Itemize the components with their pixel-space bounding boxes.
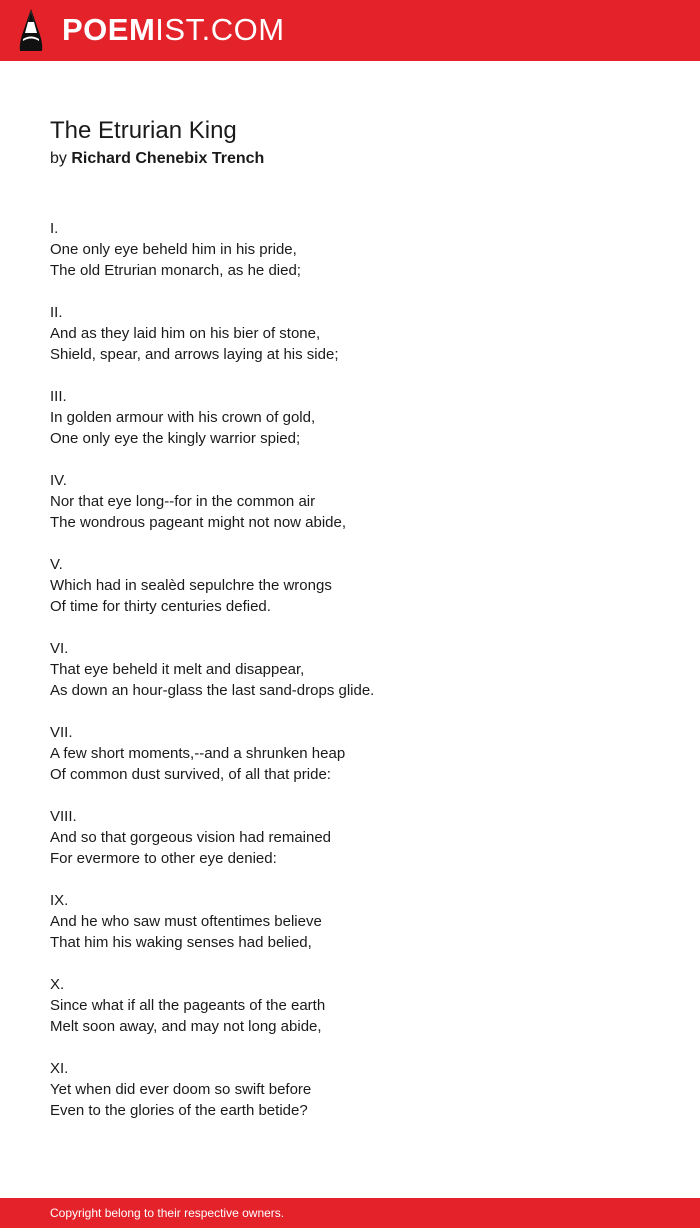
poem-line: A few short moments,--and a shrunken heap [50, 745, 346, 762]
stanza [50, 554, 670, 617]
stanza-numeral: X. [50, 976, 65, 993]
copyright-text: Copyright belong to their respective owners. [50, 1206, 285, 1220]
poem-line: For evermore to other eye denied: [50, 850, 277, 867]
stanza-numeral: I. [50, 220, 59, 237]
stanza [50, 890, 670, 953]
poem-title: The Etrurian King [50, 117, 237, 144]
poem-line: As down an hour-glass the last sand-drops glide. [50, 682, 375, 699]
author-name: Richard Chenebix Trench [71, 150, 265, 167]
stanza [50, 722, 670, 785]
brand-light-text: IST.COM [155, 12, 285, 47]
poem-line: One only eye the kingly warrior spied; [50, 430, 301, 447]
poem-line: In golden armour with his crown of gold, [50, 409, 316, 426]
stanza [50, 1058, 670, 1121]
poem-line: That eye beheld it melt and disappear, [50, 661, 305, 678]
poem-line: Yet when did ever doom so swift before [50, 1081, 312, 1098]
stanza-numeral: III. [50, 388, 67, 405]
brand-bold-text: POEM [62, 12, 156, 47]
stanza-numeral: VII. [50, 724, 73, 741]
site-logo-link[interactable] [18, 8, 285, 52]
site-footer [0, 1198, 700, 1228]
site-header [0, 0, 700, 61]
poem-line: And so that gorgeous vision had remained [50, 829, 332, 846]
stanza [50, 302, 670, 365]
poem-body [50, 218, 670, 1142]
poem-line: Shield, spear, and arrows laying at his side; [50, 346, 339, 363]
stanza [50, 806, 670, 869]
poem-line: The old Etrurian monarch, as he died; [50, 262, 301, 279]
poem-line: Since what if all the pageants of the earth [50, 997, 326, 1014]
stanza-numeral: VI. [50, 640, 69, 657]
stanza-numeral: II. [50, 304, 63, 321]
poem-line: And as they laid him on his bier of stone, [50, 325, 321, 342]
stanza-numeral: XI. [50, 1060, 69, 1077]
poem-line: And he who saw must oftentimes believe [50, 913, 322, 930]
poem-line: Of time for thirty centuries defied. [50, 598, 271, 615]
stanza-numeral: IX. [50, 892, 69, 909]
stanza [50, 386, 670, 449]
stanza [50, 218, 670, 281]
site-brand-name [62, 8, 285, 52]
stanza-numeral: IV. [50, 472, 67, 489]
stanza-numeral: VIII. [50, 808, 77, 825]
poem-line: One only eye beheld him in his pride, [50, 241, 297, 258]
poem-line: Even to the glories of the earth betide? [50, 1102, 308, 1119]
pencil-tip-icon [18, 9, 44, 51]
byline [50, 148, 264, 170]
poem-line: That him his waking senses had belied, [50, 934, 312, 951]
poem-line: Melt soon away, and may not long abide, [50, 1018, 322, 1035]
by-label: by [50, 150, 67, 167]
stanza [50, 470, 670, 533]
stanza [50, 974, 670, 1037]
poem-line: Of common dust survived, of all that pride: [50, 766, 331, 783]
poem-line: The wondrous pageant might not now abide, [50, 514, 347, 531]
poem-line: Nor that eye long--for in the common air [50, 493, 316, 510]
poem-line: Which had in sealèd sepulchre the wrongs [50, 577, 332, 594]
stanza-numeral: V. [50, 556, 63, 573]
stanza [50, 638, 670, 701]
